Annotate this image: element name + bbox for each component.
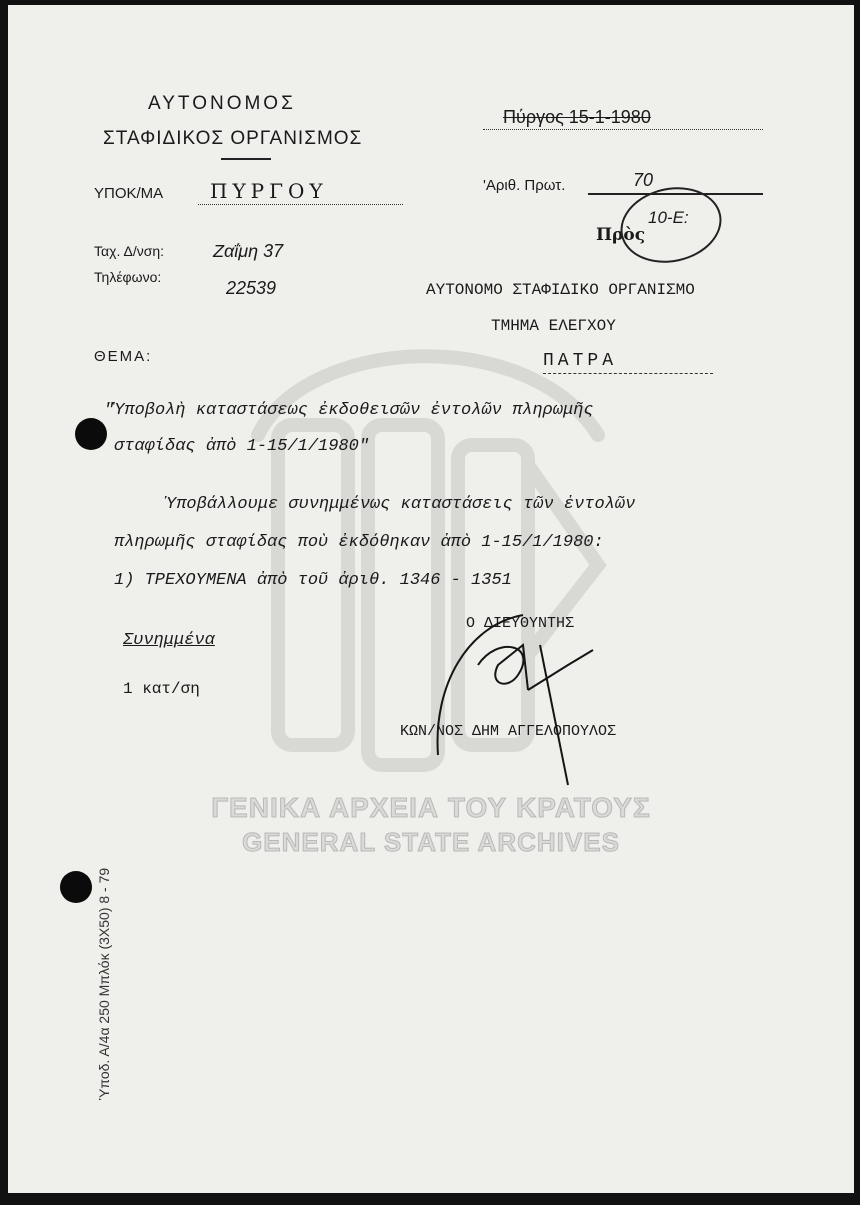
body-line-2: πληρωμῆς σταφίδας ποὺ ἐκδόθηκαν ἀπὸ 1-15/1/1980: <box>114 533 604 552</box>
date-value: Πύργος 15-1-1980 <box>503 107 651 127</box>
subject-line-2: σταφίδας ἀπὸ 1-15/1/1980" <box>114 437 370 456</box>
org-name-line-2: ΣΤΑΦΙΔΙΚΟΣ ΟΡΓΑΝΙΣΜΟΣ <box>103 128 363 149</box>
enclosures-label: Συνημμένα <box>123 631 215 650</box>
handwritten-signature <box>428 605 628 795</box>
recipient-city-underline <box>543 373 713 374</box>
branch-value: ΠΥΡΓΟΥ <box>210 179 328 203</box>
org-name-line-1: ΑΥΤΟΝΟΜΟΣ <box>148 93 296 114</box>
punch-hole-top <box>75 418 107 450</box>
signatory-name: ΚΩΝ/ΝΟΣ ΔΗΜ ΑΓΓΕΛΟΠΟΥΛΟΣ <box>400 723 617 740</box>
signatory-title: Ο ΔΙΕΥΘΥΝΤΗΣ <box>466 615 575 632</box>
date-field <box>483 109 763 130</box>
branch-label: ΥΠΟΚ/ΜΑ <box>94 185 164 202</box>
title-rule <box>221 158 271 160</box>
handwritten-code: 10-Ε: <box>648 208 689 227</box>
protocol-label: 'Αριθ. Πρωτ. <box>483 177 566 194</box>
enclosures-item: 1 κατ/ση <box>123 680 200 698</box>
watermark-english: GENERAL STATE ARCHIVES <box>242 827 620 857</box>
recipient-line-1: ΑΥΤΟΝΟΜΟ ΣΤΑΦΙΔΙΚΟ ΟΡΓΑΝΙΣΜΟ <box>426 281 695 299</box>
to-label: Πρὸς <box>596 225 646 245</box>
address-value: Ζαΐμη 37 <box>213 241 284 261</box>
punch-hole-bottom <box>60 871 92 903</box>
recipient-line-2: ΤΜΗΜΑ ΕΛΕΓΧΟΥ <box>491 317 616 335</box>
address-label: Ταχ. Δ/νση: <box>94 243 165 259</box>
subject-line-1: "Ὑποβολὴ καταστάσεως ἐκδοθεισῶν ἐντολῶν πληρωμῆς <box>104 401 594 420</box>
body-line-1: Ὑποβάλλουμε συνημμένως καταστάσεις τῶν ἐντολῶν <box>166 495 636 514</box>
branch-field <box>198 177 403 205</box>
document-page <box>8 5 854 1193</box>
phone-label: Τηλέφωνο: <box>94 269 162 285</box>
watermark-greek: ΓΕΝΙΚΑ ΑΡΧΕΙΑ ΤΟΥ ΚΡΑΤΟΥΣ <box>211 792 651 823</box>
phone-value: 22539 <box>226 278 277 298</box>
body-line-3: 1) ΤΡΕΧΟΥΜΕΝΑ ἀπὸ τοῦ ἀριθ. 1346 - 1351 <box>114 571 512 590</box>
printer-note: Ὑποδ. Α/4α 250 Μπλόκ (3Χ50) 8 - 79 <box>96 867 112 1100</box>
recipient-city: ΠΑΤΡΑ <box>543 351 618 371</box>
subject-label: ΘΕΜΑ: <box>94 348 153 365</box>
protocol-number: 70 <box>633 170 654 190</box>
